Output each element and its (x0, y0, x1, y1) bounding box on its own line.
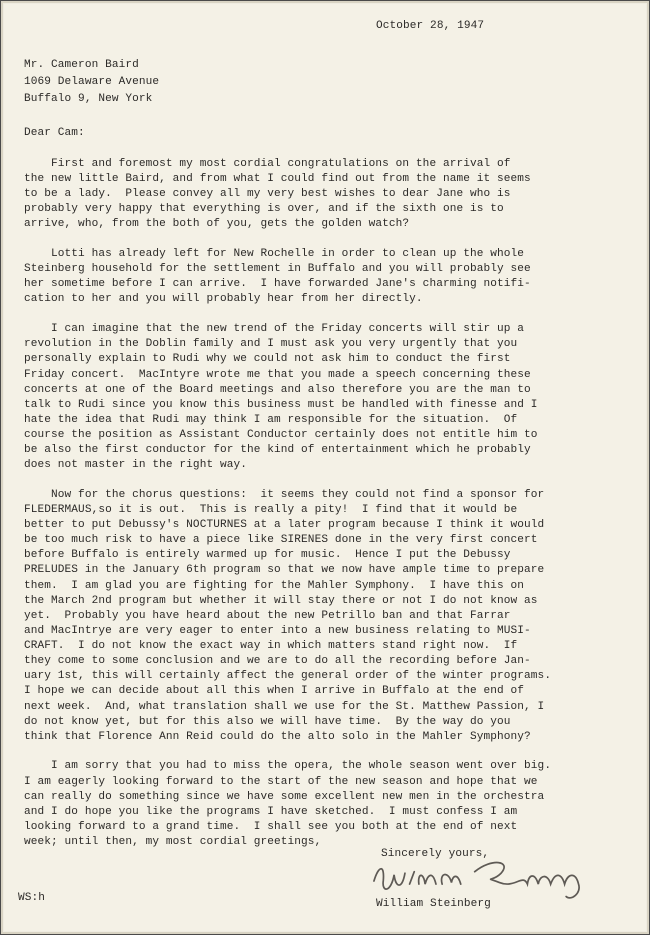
text-line: talk to Rudi since you know this business must be handled with finesse and I (24, 398, 538, 411)
text-line: probably very happy that everything is over, and if the sixth one is to (24, 203, 504, 216)
text-line: Steinberg household for the settlement in Buffalo and you will probably see (24, 263, 531, 276)
text-line: uary 1st, this will certainly affect the general order of the winter programs. (24, 670, 552, 683)
text-line: and MacIntrye are very eager to enter into a new business relating to MUSI- (24, 624, 531, 637)
text-line: FLEDERMAUS,so it is out. This is really a pity! I find that it would be (24, 504, 518, 516)
text-line: her sometime before I can arrive. I have forwarded Jane's charming notifi- (24, 278, 531, 291)
text-line: arrive, who, from the both of you, gets the golden watch? (24, 218, 410, 231)
text-line: the new little Baird, and from what I could find out from the name it seems (24, 173, 531, 186)
text-line: Friday concert. MacIntyre wrote me that you made a speech concerning these (24, 368, 531, 381)
text-line: yet. Probably you have heard about the new Petrillo ban and that Farrar (24, 609, 511, 622)
text-line: First and foremost my most cordial congratulations on the arrival of (24, 158, 511, 170)
text-line: week; until then, my most cordial greetings, (24, 836, 322, 848)
text-line: I am sorry that you had to miss the opera, the whole season went over big. (24, 760, 552, 773)
letter-page (4, 4, 646, 931)
text-line: I am eagerly looking forward to the start of the new season and hope that we (24, 775, 538, 788)
text-line: be too much risk to have a piece like SIRENES done in the very first concert (24, 534, 538, 547)
text-line: looking forward to a grand time. I shall see you both at the end of next (24, 820, 518, 833)
signatory-name: William Steinberg (376, 898, 491, 910)
typist-initials: WS:h (18, 892, 46, 904)
text-line: I can imagine that the new trend of the Friday concerts will stir up a (24, 323, 525, 336)
text-line: CRAFT. I do not know the exact way in which matters stand right now. If (24, 640, 518, 653)
text-line: next week. And, what translation shall we use for the St. Matthew Passion, I (24, 700, 545, 713)
text-line: hate the idea that Rudi may think I am responsible for the situation. Of (24, 413, 518, 426)
text-line: concerts at one of the Board meetings and also therefore you are the man to (24, 383, 531, 396)
text-line: think that Florence Ann Reid could do the alto solo in the Mahler Symphony? (24, 730, 531, 743)
text-line: better to put Debussy's NOCTURNES at a later program because I think it would (24, 519, 545, 532)
text-line: Now for the chorus questions: it seems they could not find a sponsor for (24, 488, 545, 501)
text-line: they come to some conclusion and we are to do all the recording before Jan- (24, 655, 531, 668)
text-line: and I do hope you like the programs I have sketched. I must confess I am (24, 805, 518, 818)
address-line: 1069 Delaware Avenue (24, 76, 160, 88)
text-line: Lotti has already left for New Rochelle in order to clean up the whole (24, 248, 525, 261)
text-line: be also the first conductor for the kind of entertainment which he probably (24, 444, 531, 457)
address-line: Buffalo 9, New York (24, 93, 153, 105)
text-line: PRELUDES in the January 6th program so that we now have ample time to prepare (24, 564, 545, 577)
text-line: course the position as Assistant Conductor certainly does not entitle him to (24, 428, 538, 441)
text-line: can really do something since we have some excellent new men in the orchestra (24, 790, 545, 803)
text-line: them. I am glad you are fighting for the Mahler Symphony. I have this on (24, 579, 525, 592)
salutation: Dear Cam: (24, 127, 85, 139)
text-line: do not know yet, but for this also we will have time. By the way do you (24, 715, 511, 728)
text-line: personally explain to Rudi why we could not ask him to conduct the first (24, 353, 511, 366)
text-line: before Buffalo is entirely warmed up for music. Hence I put the Debussy (24, 549, 511, 562)
address-line: Mr. Cameron Baird (24, 59, 139, 71)
text-line: does not master in the right way. (24, 459, 247, 472)
letter-date: October 28, 1947 (376, 20, 485, 32)
text-line: the March 2nd program but whether it will stay there or not I do not know as (24, 594, 538, 607)
text-line: to be a lady. Please convey all my very best wishes to dear Jane who is (24, 188, 511, 201)
closing: Sincerely yours, (381, 848, 490, 860)
text-line: revolution in the Doblin family and I must ask you very urgently that you (24, 338, 518, 351)
text-line: cation to her and you will probably hear from her directly. (24, 293, 423, 306)
text-line: I hope we can decide about all this when I arrive in Buffalo at the end of (24, 685, 525, 698)
